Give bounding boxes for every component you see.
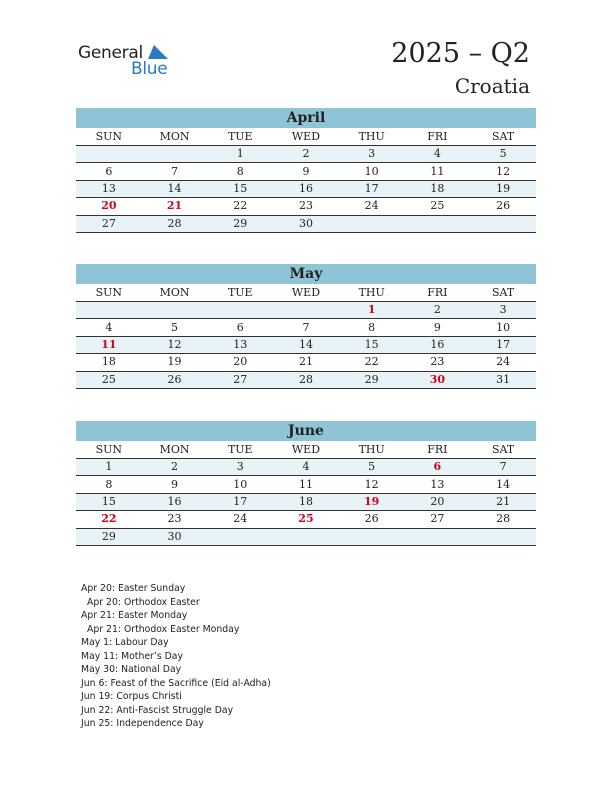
week-row (76, 336, 536, 353)
weekday-label: SUN (76, 441, 142, 459)
day-cell: 18 (76, 354, 142, 371)
holiday-day-cell: 19 (339, 493, 405, 510)
holiday-note: Apr 20: Easter Sunday (81, 583, 186, 594)
day-cell: 4 (405, 146, 471, 163)
day-cell: 12 (339, 476, 405, 493)
day-cell (273, 302, 339, 319)
weekday-label: FRI (405, 128, 471, 146)
weekday-label: TUE (207, 128, 273, 146)
day-cell: 9 (405, 319, 471, 336)
holiday-day-cell: 22 (76, 511, 142, 528)
month-title: May (76, 264, 536, 284)
day-cell: 26 (339, 511, 405, 528)
day-cell: 15 (339, 336, 405, 353)
day-cell (76, 146, 142, 163)
holiday-day-cell: 21 (142, 198, 208, 215)
day-cell: 10 (470, 319, 536, 336)
day-cell: 5 (470, 146, 536, 163)
month-calendar-june (76, 421, 536, 546)
day-cell: 20 (405, 493, 471, 510)
holiday-day-cell: 20 (76, 198, 142, 215)
holiday-note: Jun 6: Feast of the Sacrifice (Eid al-Adha) (81, 677, 271, 689)
day-cell: 16 (405, 336, 471, 353)
day-cell (405, 528, 471, 545)
day-cell: 7 (273, 319, 339, 336)
day-cell: 14 (142, 180, 208, 197)
day-cell: 26 (142, 371, 208, 388)
day-cell: 29 (207, 215, 273, 232)
day-cell: 29 (339, 371, 405, 388)
weekday-label: FRI (405, 441, 471, 459)
week-row (76, 146, 536, 163)
day-cell: 29 (76, 528, 142, 545)
day-cell: 2 (142, 459, 208, 476)
holiday-day-cell: 25 (273, 511, 339, 528)
week-row (76, 180, 536, 197)
day-cell: 27 (207, 371, 273, 388)
day-cell: 25 (405, 198, 471, 215)
day-cell: 31 (470, 371, 536, 388)
day-cell: 15 (207, 180, 273, 197)
holiday-note: Jun 22: Anti-Fascist Struggle Day (81, 704, 234, 716)
holiday-day-cell: 30 (405, 371, 471, 388)
weekday-label: TUE (207, 284, 273, 302)
day-cell: 17 (470, 336, 536, 353)
day-cell: 24 (339, 198, 405, 215)
weekday-label: SAT (470, 128, 536, 146)
page-subtitle: Croatia (454, 74, 530, 98)
day-cell: 19 (470, 180, 536, 197)
day-cell: 9 (273, 163, 339, 180)
weekday-header-row (76, 128, 536, 146)
day-cell: 13 (76, 180, 142, 197)
week-row (76, 354, 536, 371)
day-cell: 17 (207, 493, 273, 510)
holiday-note: Apr 21: Orthodox Easter Monday (87, 623, 240, 635)
day-cell: 4 (76, 319, 142, 336)
month-title: June (76, 421, 536, 441)
day-cell: 2 (405, 302, 471, 319)
week-row (76, 302, 536, 319)
day-cell (142, 302, 208, 319)
day-cell: 14 (273, 336, 339, 353)
day-cell: 23 (273, 198, 339, 215)
logo-triangle-icon (148, 45, 168, 59)
weekday-label: THU (339, 284, 405, 302)
week-row (76, 319, 536, 336)
holiday-note: May 11: Mother’s Day (81, 650, 183, 662)
logo-blue-text: Blue (131, 59, 168, 79)
holiday-note: May 1: Labour Day (81, 637, 169, 648)
day-cell: 3 (470, 302, 536, 319)
holiday-note: May 30: National Day (81, 664, 182, 675)
week-row (76, 215, 536, 232)
day-cell (273, 528, 339, 545)
day-cell: 3 (207, 459, 273, 476)
holiday-day-cell: 11 (76, 336, 142, 353)
day-cell: 10 (339, 163, 405, 180)
day-cell: 8 (207, 163, 273, 180)
day-cell: 14 (470, 476, 536, 493)
weekday-label: SAT (470, 284, 536, 302)
day-cell: 10 (207, 476, 273, 493)
day-cell: 30 (142, 528, 208, 545)
day-cell: 19 (142, 354, 208, 371)
day-cell: 1 (207, 146, 273, 163)
day-cell (339, 528, 405, 545)
day-cell: 24 (470, 354, 536, 371)
calendar-grid (76, 128, 536, 233)
day-cell: 27 (405, 511, 471, 528)
day-cell: 11 (273, 476, 339, 493)
day-cell (207, 528, 273, 545)
day-cell: 6 (207, 319, 273, 336)
day-cell: 23 (405, 354, 471, 371)
day-cell: 13 (405, 476, 471, 493)
holiday-note: Apr 21: Easter Monday (81, 610, 188, 621)
weekday-label: THU (339, 441, 405, 459)
day-cell: 26 (470, 198, 536, 215)
weekday-label: MON (142, 284, 208, 302)
holiday-day-cell: 6 (405, 459, 471, 476)
day-cell: 16 (273, 180, 339, 197)
day-cell (405, 215, 471, 232)
day-cell: 16 (142, 493, 208, 510)
day-cell: 5 (339, 459, 405, 476)
week-row (76, 459, 536, 476)
day-cell: 21 (273, 354, 339, 371)
holiday-day-cell: 1 (339, 302, 405, 319)
week-row (76, 163, 536, 180)
day-cell: 15 (76, 493, 142, 510)
day-cell: 8 (76, 476, 142, 493)
calendar-grid (76, 441, 536, 546)
day-cell: 6 (76, 163, 142, 180)
day-cell (339, 215, 405, 232)
day-cell: 8 (339, 319, 405, 336)
day-cell: 12 (142, 336, 208, 353)
calendar-grid (76, 284, 536, 389)
day-cell: 21 (470, 493, 536, 510)
day-cell: 7 (142, 163, 208, 180)
weekday-label: WED (273, 441, 339, 459)
weekday-label: SAT (470, 441, 536, 459)
weekday-label: FRI (405, 284, 471, 302)
day-cell: 9 (142, 476, 208, 493)
holiday-notes (81, 582, 271, 731)
day-cell (470, 528, 536, 545)
weekday-label: MON (142, 128, 208, 146)
weekday-label: SUN (76, 128, 142, 146)
day-cell: 2 (273, 146, 339, 163)
week-row (76, 493, 536, 510)
day-cell (142, 146, 208, 163)
day-cell (207, 302, 273, 319)
day-cell: 23 (142, 511, 208, 528)
weekday-label: WED (273, 284, 339, 302)
day-cell: 1 (76, 459, 142, 476)
week-row (76, 198, 536, 215)
week-row (76, 476, 536, 493)
holiday-note: Jun 19: Corpus Christi (81, 691, 182, 702)
day-cell: 4 (273, 459, 339, 476)
month-calendar-april (76, 108, 536, 233)
day-cell: 13 (207, 336, 273, 353)
week-row (76, 371, 536, 388)
day-cell: 24 (207, 511, 273, 528)
weekday-header-row (76, 284, 536, 302)
logo (78, 41, 178, 81)
day-cell: 30 (273, 215, 339, 232)
day-cell (76, 302, 142, 319)
day-cell: 22 (207, 198, 273, 215)
month-title: April (76, 108, 536, 128)
day-cell: 18 (273, 493, 339, 510)
weekday-label: MON (142, 441, 208, 459)
day-cell: 27 (76, 215, 142, 232)
holiday-note: Apr 20: Orthodox Easter (87, 596, 200, 608)
weekday-label: THU (339, 128, 405, 146)
day-cell: 12 (470, 163, 536, 180)
weekday-label: SUN (76, 284, 142, 302)
day-cell: 18 (405, 180, 471, 197)
day-cell: 5 (142, 319, 208, 336)
day-cell: 20 (207, 354, 273, 371)
holiday-note: Jun 25: Independence Day (81, 718, 204, 729)
month-calendar-may (76, 264, 536, 389)
day-cell: 22 (339, 354, 405, 371)
day-cell: 17 (339, 180, 405, 197)
weekday-label: WED (273, 128, 339, 146)
day-cell: 28 (470, 511, 536, 528)
day-cell: 28 (273, 371, 339, 388)
weekday-header-row (76, 441, 536, 459)
logo-general-text: General (78, 43, 143, 63)
day-cell: 7 (470, 459, 536, 476)
day-cell (470, 215, 536, 232)
day-cell: 25 (76, 371, 142, 388)
week-row (76, 528, 536, 545)
day-cell: 3 (339, 146, 405, 163)
day-cell: 28 (142, 215, 208, 232)
week-row (76, 511, 536, 528)
weekday-label: TUE (207, 441, 273, 459)
page-title: 2025 – Q2 (391, 38, 530, 69)
day-cell: 11 (405, 163, 471, 180)
